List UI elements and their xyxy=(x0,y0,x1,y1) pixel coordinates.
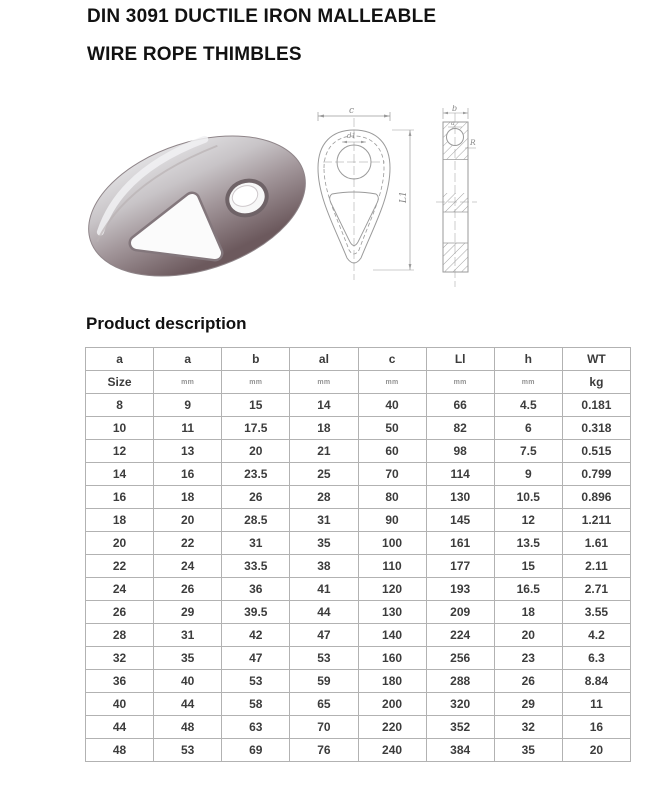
table-cell: 0.181 xyxy=(562,394,630,417)
table-cell: 26 xyxy=(154,578,222,601)
table-cell: 20 xyxy=(86,532,154,555)
table-cell: 53 xyxy=(222,670,290,693)
thimble-side-view-drawing xyxy=(436,108,477,287)
table-cell: 48 xyxy=(86,739,154,762)
table-cell: 130 xyxy=(426,486,494,509)
table-cell: 35 xyxy=(290,532,358,555)
table-cell: 145 xyxy=(426,509,494,532)
table-cell: 11 xyxy=(154,417,222,440)
table-cell: 193 xyxy=(426,578,494,601)
spec-table xyxy=(85,347,631,762)
side-view-dim-a-label: a xyxy=(451,119,455,127)
table-cell: 23 xyxy=(494,647,562,670)
table-cell: 48 xyxy=(154,716,222,739)
col-header-b: b xyxy=(222,348,290,371)
table-cell: 160 xyxy=(358,647,426,670)
front-view-dim-l1-label: L1 xyxy=(399,191,409,203)
table-cell: 240 xyxy=(358,739,426,762)
table-cell: 384 xyxy=(426,739,494,762)
table-cell: 14 xyxy=(290,394,358,417)
table-cell: 53 xyxy=(154,739,222,762)
table-cell: 23.5 xyxy=(222,463,290,486)
table-row xyxy=(86,486,631,509)
table-cell: 13.5 xyxy=(494,532,562,555)
table-cell: 13 xyxy=(154,440,222,463)
page-title-line-1: DIN 3091 DUCTILE IRON MALLEABLE xyxy=(87,6,437,27)
spec-table-body xyxy=(86,394,631,762)
table-cell: 130 xyxy=(358,601,426,624)
units-cell-mm: mm xyxy=(222,371,290,394)
table-cell: 90 xyxy=(358,509,426,532)
table-cell: 66 xyxy=(426,394,494,417)
table-cell: 16 xyxy=(154,463,222,486)
table-cell: 8.84 xyxy=(562,670,630,693)
table-cell: 0.318 xyxy=(562,417,630,440)
table-cell: 22 xyxy=(86,555,154,578)
table-cell: 42 xyxy=(222,624,290,647)
product-figures xyxy=(85,105,525,295)
table-cell: 53 xyxy=(290,647,358,670)
table-cell: 41 xyxy=(290,578,358,601)
table-row xyxy=(86,693,631,716)
table-cell: 40 xyxy=(86,693,154,716)
table-cell: 32 xyxy=(494,716,562,739)
table-cell: 20 xyxy=(494,624,562,647)
page-title-line-2: WIRE ROPE THIMBLES xyxy=(87,44,302,65)
front-view-dim-c-label: c xyxy=(349,106,355,116)
table-cell: 98 xyxy=(426,440,494,463)
table-cell: 288 xyxy=(426,670,494,693)
table-cell: 9 xyxy=(494,463,562,486)
table-cell: 26 xyxy=(86,601,154,624)
table-cell: 24 xyxy=(86,578,154,601)
table-cell: 0.896 xyxy=(562,486,630,509)
table-row xyxy=(86,578,631,601)
table-cell: 1.61 xyxy=(562,532,630,555)
table-cell: 47 xyxy=(290,624,358,647)
table-cell: 3.55 xyxy=(562,601,630,624)
table-cell: 1.211 xyxy=(562,509,630,532)
table-cell: 76 xyxy=(290,739,358,762)
table-cell: 70 xyxy=(290,716,358,739)
units-cell-size: Size xyxy=(86,371,154,394)
table-cell: 39.5 xyxy=(222,601,290,624)
table-cell: 36 xyxy=(222,578,290,601)
col-header-wt: WT xyxy=(562,348,630,371)
table-cell: 36 xyxy=(86,670,154,693)
table-row xyxy=(86,624,631,647)
table-cell: 38 xyxy=(290,555,358,578)
table-cell: 31 xyxy=(222,532,290,555)
table-row xyxy=(86,716,631,739)
table-cell: 40 xyxy=(358,394,426,417)
table-cell: 10.5 xyxy=(494,486,562,509)
side-view-dim-b-label: b xyxy=(452,105,458,113)
table-cell: 58 xyxy=(222,693,290,716)
front-view-dim-d1-label: d1 xyxy=(347,132,356,140)
table-cell: 7.5 xyxy=(494,440,562,463)
table-cell: 35 xyxy=(494,739,562,762)
table-cell: 200 xyxy=(358,693,426,716)
table-cell: 11 xyxy=(562,693,630,716)
table-cell: 50 xyxy=(358,417,426,440)
table-cell: 44 xyxy=(290,601,358,624)
table-cell: 16 xyxy=(562,716,630,739)
table-cell: 2.11 xyxy=(562,555,630,578)
section-heading: Product description xyxy=(86,314,247,333)
table-cell: 35 xyxy=(154,647,222,670)
table-cell: 29 xyxy=(494,693,562,716)
table-cell: 20 xyxy=(222,440,290,463)
table-cell: 0.799 xyxy=(562,463,630,486)
table-cell: 110 xyxy=(358,555,426,578)
table-cell: 32 xyxy=(86,647,154,670)
units-cell-mm: mm xyxy=(290,371,358,394)
table-cell: 18 xyxy=(494,601,562,624)
table-cell: 18 xyxy=(154,486,222,509)
table-cell: 28 xyxy=(290,486,358,509)
table-cell: 20 xyxy=(562,739,630,762)
table-cell: 320 xyxy=(426,693,494,716)
col-header-c: c xyxy=(358,348,426,371)
units-cell-kg: kg xyxy=(562,371,630,394)
figures-svg xyxy=(85,105,525,295)
table-cell: 2.71 xyxy=(562,578,630,601)
table-row xyxy=(86,601,631,624)
table-cell: 140 xyxy=(358,624,426,647)
table-cell: 69 xyxy=(222,739,290,762)
col-header-ll: Ll xyxy=(426,348,494,371)
table-cell: 256 xyxy=(426,647,494,670)
table-cell: 4.2 xyxy=(562,624,630,647)
table-cell: 10 xyxy=(86,417,154,440)
col-header-a1: a xyxy=(86,348,154,371)
table-row xyxy=(86,670,631,693)
table-cell: 14 xyxy=(86,463,154,486)
table-cell: 22 xyxy=(154,532,222,555)
table-cell: 31 xyxy=(154,624,222,647)
table-cell: 177 xyxy=(426,555,494,578)
table-cell: 100 xyxy=(358,532,426,555)
table-cell: 26 xyxy=(494,670,562,693)
table-cell: 63 xyxy=(222,716,290,739)
table-cell: 220 xyxy=(358,716,426,739)
table-units-row xyxy=(86,371,631,394)
table-header-row xyxy=(86,348,631,371)
table-cell: 8 xyxy=(86,394,154,417)
table-row xyxy=(86,739,631,762)
side-view-dim-r-label: R xyxy=(470,138,476,147)
table-cell: 25 xyxy=(290,463,358,486)
table-cell: 9 xyxy=(154,394,222,417)
table-cell: 180 xyxy=(358,670,426,693)
table-cell: 59 xyxy=(290,670,358,693)
table-cell: 12 xyxy=(494,509,562,532)
table-cell: 20 xyxy=(154,509,222,532)
table-cell: 21 xyxy=(290,440,358,463)
table-cell: 16 xyxy=(86,486,154,509)
table-row xyxy=(86,555,631,578)
table-cell: 6 xyxy=(494,417,562,440)
thimble-photo xyxy=(85,111,323,295)
table-row xyxy=(86,509,631,532)
table-cell: 17.5 xyxy=(222,417,290,440)
table-cell: 24 xyxy=(154,555,222,578)
table-cell: 114 xyxy=(426,463,494,486)
units-cell-mm: mm xyxy=(154,371,222,394)
table-cell: 4.5 xyxy=(494,394,562,417)
table-row xyxy=(86,440,631,463)
table-cell: 80 xyxy=(358,486,426,509)
table-cell: 6.3 xyxy=(562,647,630,670)
units-cell-mm: mm xyxy=(494,371,562,394)
units-cell-mm: mm xyxy=(358,371,426,394)
col-header-a2: a xyxy=(154,348,222,371)
table-cell: 16.5 xyxy=(494,578,562,601)
table-cell: 70 xyxy=(358,463,426,486)
table-cell: 65 xyxy=(290,693,358,716)
table-row xyxy=(86,394,631,417)
col-header-al: al xyxy=(290,348,358,371)
table-cell: 15 xyxy=(222,394,290,417)
table-cell: 29 xyxy=(154,601,222,624)
table-cell: 82 xyxy=(426,417,494,440)
table-cell: 18 xyxy=(86,509,154,532)
table-cell: 47 xyxy=(222,647,290,670)
table-cell: 0.515 xyxy=(562,440,630,463)
table-cell: 352 xyxy=(426,716,494,739)
units-cell-mm: mm xyxy=(426,371,494,394)
table-cell: 18 xyxy=(290,417,358,440)
table-cell: 40 xyxy=(154,670,222,693)
table-cell: 209 xyxy=(426,601,494,624)
table-row xyxy=(86,532,631,555)
table-cell: 28 xyxy=(86,624,154,647)
table-row xyxy=(86,463,631,486)
table-cell: 15 xyxy=(494,555,562,578)
table-cell: 26 xyxy=(222,486,290,509)
table-row xyxy=(86,417,631,440)
table-cell: 28.5 xyxy=(222,509,290,532)
col-header-h: h xyxy=(494,348,562,371)
table-cell: 33.5 xyxy=(222,555,290,578)
table-cell: 120 xyxy=(358,578,426,601)
table-cell: 161 xyxy=(426,532,494,555)
table-cell: 44 xyxy=(86,716,154,739)
table-cell: 44 xyxy=(154,693,222,716)
table-row xyxy=(86,647,631,670)
table-cell: 60 xyxy=(358,440,426,463)
table-cell: 12 xyxy=(86,440,154,463)
table-cell: 224 xyxy=(426,624,494,647)
table-cell: 31 xyxy=(290,509,358,532)
